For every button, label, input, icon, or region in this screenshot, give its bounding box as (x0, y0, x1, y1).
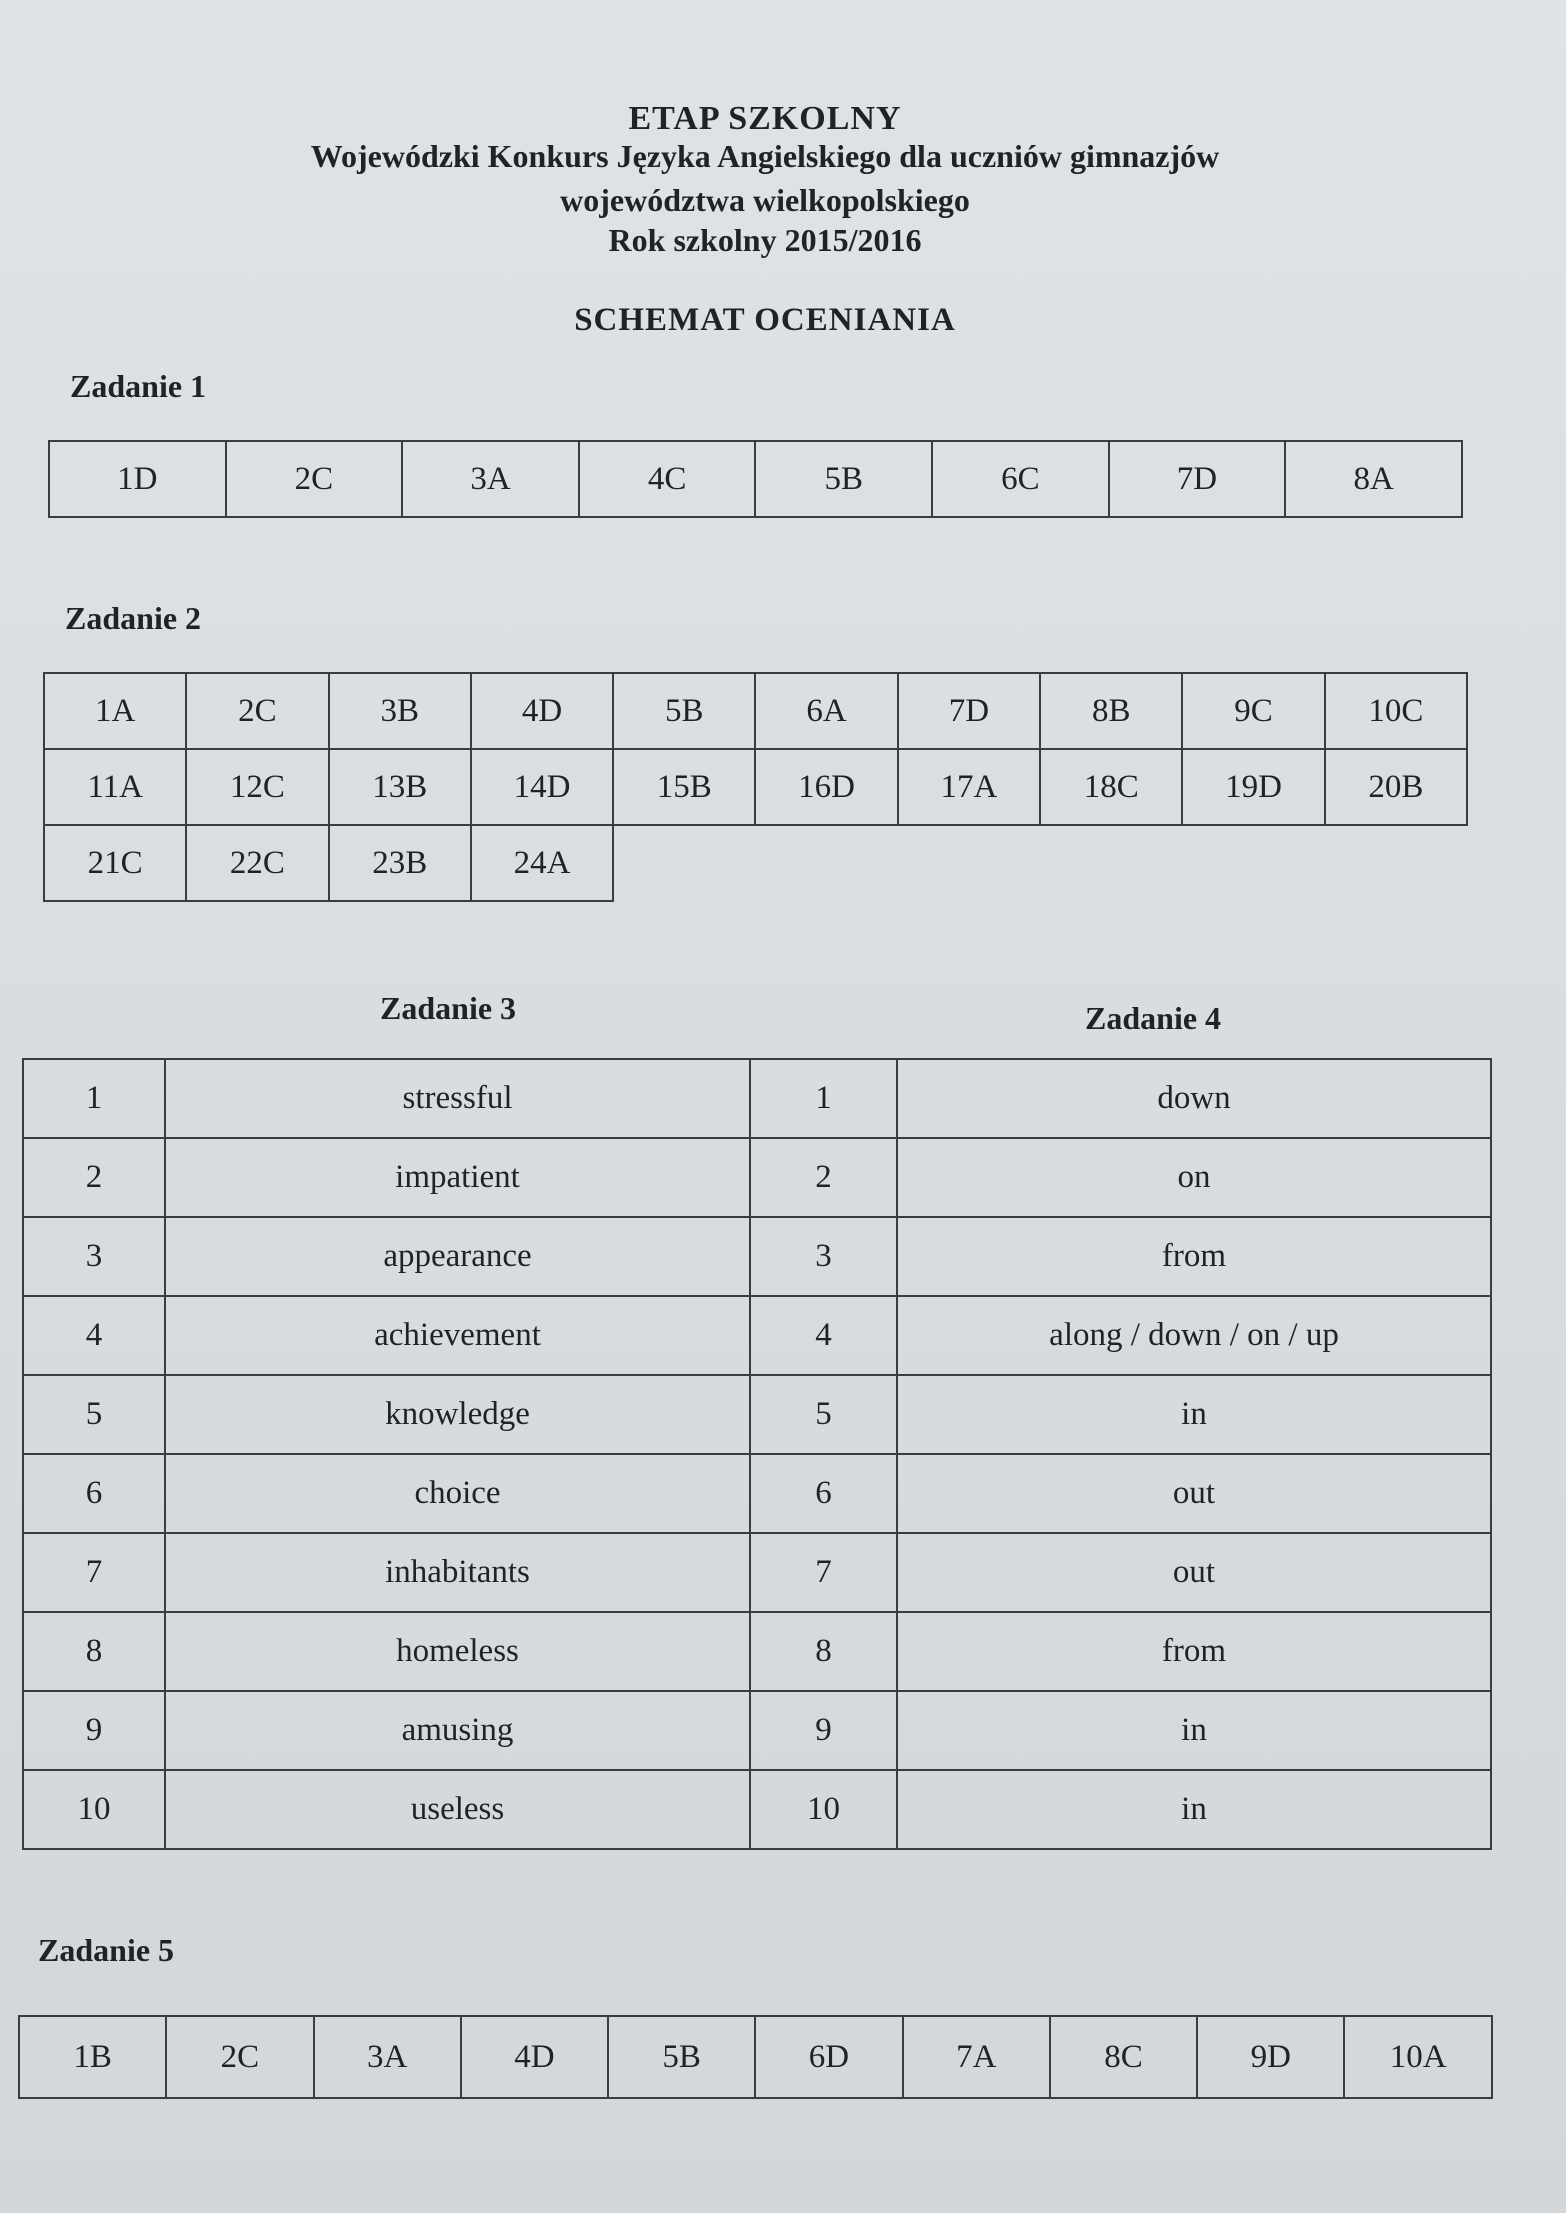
task3-item-number: 10 (23, 1770, 165, 1849)
task2-answer-cell: 20B (1325, 749, 1467, 825)
task3-item-number: 9 (23, 1691, 165, 1770)
task3-answer: appearance (165, 1217, 750, 1296)
table-row (23, 1454, 1491, 1533)
task2-answer-cell: 3B (329, 673, 471, 749)
task2-answer-cell: 12C (186, 749, 328, 825)
task4-item-number: 10 (750, 1770, 897, 1849)
task3-answer: impatient (165, 1138, 750, 1217)
task1-answer-cell: 8A (1285, 441, 1462, 517)
task2-answer-cell: 21C (44, 825, 186, 901)
task5-answer-table (18, 2015, 1493, 2099)
task2-answer-cell: 24A (471, 825, 613, 901)
table-row (23, 1533, 1491, 1612)
task5-answer-cell: 6D (755, 2016, 902, 2098)
task2-answer-cell: 5B (613, 673, 755, 749)
task3-item-number: 3 (23, 1217, 165, 1296)
task5-heading: Zadanie 5 (38, 1932, 175, 1968)
task2-answer-cell: 9C (1182, 673, 1324, 749)
task2-answer-cell: 14D (471, 749, 613, 825)
task2-answer-table (43, 672, 1468, 902)
task1-answer-cell: 1D (49, 441, 226, 517)
task1-answer-cell: 7D (1109, 441, 1286, 517)
empty-cell (898, 825, 1040, 901)
task2-answer-cell: 10C (1325, 673, 1467, 749)
task2-answer-cell: 7D (898, 673, 1040, 749)
task2-answer-cell: 17A (898, 749, 1040, 825)
task2-answer-cell: 11A (44, 749, 186, 825)
contest-name: Wojewódzki Konkurs Języka Angielskiego dla uczniów gimnazjów (310, 138, 1220, 174)
table-row (23, 1059, 1491, 1138)
task4-heading: Zadanie 4 (1085, 1000, 1222, 1036)
task1-answer-cell: 4C (579, 441, 756, 517)
table-row (23, 1691, 1491, 1770)
task3-answer: knowledge (165, 1375, 750, 1454)
task1-answer-cell: 6C (932, 441, 1109, 517)
task1-answer-cell: 3A (402, 441, 579, 517)
table-row (23, 1612, 1491, 1691)
task5-answer-cell: 3A (314, 2016, 461, 2098)
task5-answer-cell: 2C (166, 2016, 313, 2098)
task4-item-number: 7 (750, 1533, 897, 1612)
table-row (23, 1138, 1491, 1217)
task5-answer-cell: 10A (1344, 2016, 1492, 2098)
table-row (23, 1296, 1491, 1375)
task5-answer-cell: 1B (19, 2016, 166, 2098)
task3-answer: stressful (165, 1059, 750, 1138)
task4-item-number: 2 (750, 1138, 897, 1217)
task4-item-number: 6 (750, 1454, 897, 1533)
task5-answer-cell: 5B (608, 2016, 755, 2098)
table-row (19, 2016, 1492, 2098)
task5-answer-cell: 8C (1050, 2016, 1197, 2098)
task2-answer-cell: 13B (329, 749, 471, 825)
task1-answer-cell: 5B (755, 441, 932, 517)
task4-answer: along / down / on / up (897, 1296, 1491, 1375)
task2-answer-cell: 16D (755, 749, 897, 825)
table-row (44, 825, 1467, 901)
task3-answer: inhabitants (165, 1533, 750, 1612)
task4-answer: in (897, 1375, 1491, 1454)
task4-item-number: 9 (750, 1691, 897, 1770)
task4-answer: in (897, 1770, 1491, 1849)
task2-answer-cell: 1A (44, 673, 186, 749)
table-row (49, 441, 1462, 517)
task2-answer-cell: 23B (329, 825, 471, 901)
task4-answer: from (897, 1612, 1491, 1691)
task3-answer: choice (165, 1454, 750, 1533)
task2-answer-cell: 8B (1040, 673, 1182, 749)
task2-answer-cell: 22C (186, 825, 328, 901)
task3-item-number: 8 (23, 1612, 165, 1691)
task4-item-number: 5 (750, 1375, 897, 1454)
school-year: Rok szkolny 2015/2016 (608, 222, 922, 258)
task4-item-number: 3 (750, 1217, 897, 1296)
task3-item-number: 4 (23, 1296, 165, 1375)
empty-cell (1040, 825, 1182, 901)
stage-title: ETAP SZKOLNY (628, 100, 902, 137)
task3-answer: achievement (165, 1296, 750, 1375)
table-row (23, 1770, 1491, 1849)
task3-task4-answer-table (22, 1058, 1492, 1850)
task3-item-number: 6 (23, 1454, 165, 1533)
task5-answer-cell: 9D (1197, 2016, 1344, 2098)
task3-item-number: 1 (23, 1059, 165, 1138)
task4-answer: down (897, 1059, 1491, 1138)
task4-item-number: 1 (750, 1059, 897, 1138)
task2-answer-cell: 19D (1182, 749, 1324, 825)
empty-cell (755, 825, 897, 901)
task4-answer: on (897, 1138, 1491, 1217)
task5-answer-cell: 7A (903, 2016, 1050, 2098)
task1-heading: Zadanie 1 (70, 368, 207, 404)
task3-heading: Zadanie 3 (380, 990, 517, 1026)
task5-answer-cell: 4D (461, 2016, 608, 2098)
task2-answer-cell: 18C (1040, 749, 1182, 825)
task1-answer-table (48, 440, 1463, 518)
task4-answer: out (897, 1454, 1491, 1533)
task3-item-number: 2 (23, 1138, 165, 1217)
task2-answer-cell: 15B (613, 749, 755, 825)
table-row (23, 1217, 1491, 1296)
task3-answer: amusing (165, 1691, 750, 1770)
task2-answer-cell: 6A (755, 673, 897, 749)
document-subtitle: SCHEMAT OCENIANIA (574, 302, 956, 338)
task2-heading: Zadanie 2 (65, 600, 202, 636)
task3-answer: homeless (165, 1612, 750, 1691)
region-name: województwa wielkopolskiego (560, 182, 970, 218)
task3-item-number: 5 (23, 1375, 165, 1454)
table-row (23, 1375, 1491, 1454)
task4-item-number: 8 (750, 1612, 897, 1691)
empty-cell (613, 825, 755, 901)
task3-answer: useless (165, 1770, 750, 1849)
task2-answer-cell: 2C (186, 673, 328, 749)
task2-answer-cell: 4D (471, 673, 613, 749)
empty-cell (1325, 825, 1467, 901)
task3-item-number: 7 (23, 1533, 165, 1612)
table-row (44, 749, 1467, 825)
task1-answer-cell: 2C (226, 441, 403, 517)
task4-answer: from (897, 1217, 1491, 1296)
empty-cell (1182, 825, 1324, 901)
task4-answer: in (897, 1691, 1491, 1770)
table-row (44, 673, 1467, 749)
task4-item-number: 4 (750, 1296, 897, 1375)
task4-answer: out (897, 1533, 1491, 1612)
